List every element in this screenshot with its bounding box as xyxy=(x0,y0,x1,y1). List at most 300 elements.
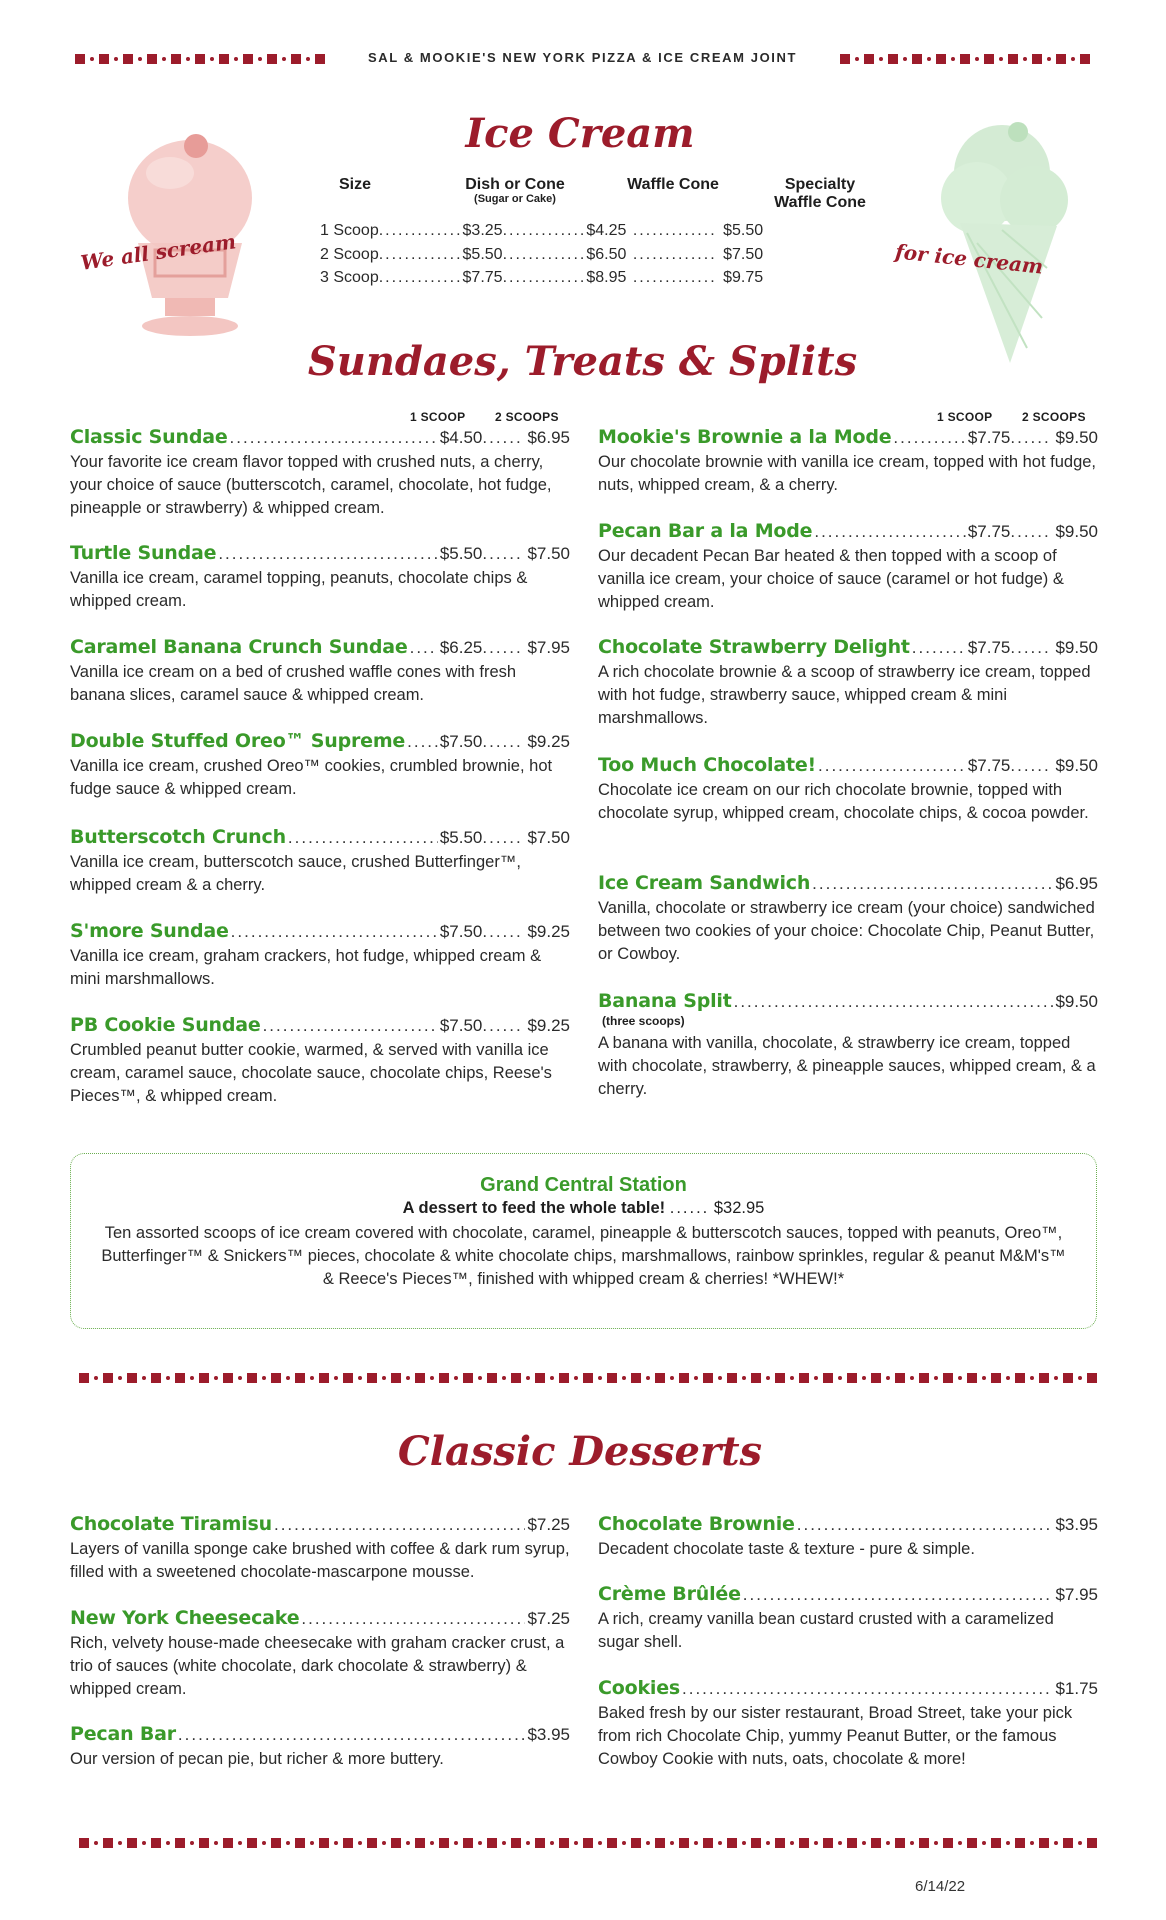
price-2-scoops: $6.95 xyxy=(527,428,570,447)
dot-circle xyxy=(258,57,262,61)
dot-square xyxy=(912,54,922,64)
dot-circle xyxy=(358,1376,362,1380)
dot-square xyxy=(751,1373,761,1383)
dot-circle xyxy=(286,1376,290,1380)
item-description: Layers of vanilla sponge cake brushed with coffee & dark rum syrup, filled with a sweetened chocolate-mascarpone mousse. xyxy=(70,1540,570,1581)
menu-item xyxy=(70,1607,570,1701)
item-description: Chocolate ice cream on our rich chocolate brownie, topped with chocolate syrup, whipped cream, chocolate chips, & cocoa powder. xyxy=(598,781,1089,822)
dot-circle xyxy=(838,1841,842,1845)
item-price: $3.95 xyxy=(1055,1515,1098,1534)
price-2-scoops: $9.50 xyxy=(1055,638,1098,657)
menu-item: Butterscotch Crunch ..... $5.50 ...... $7.50 Vanilla ice cream, butterscotch sauce, crushed Butterfinger™, whipped cream & a cherry. xyxy=(70,826,570,897)
dot-circle xyxy=(670,1841,674,1845)
dot-square xyxy=(487,1838,497,1848)
dot-circle xyxy=(214,1841,218,1845)
item-description: A rich chocolate brownie & a scoop of strawberry ice cream, topped with hot fudge, strawberry sauce, whipped cream & mini marshmallows. xyxy=(598,663,1091,727)
dot-circle xyxy=(234,57,238,61)
dot-square xyxy=(247,1373,257,1383)
dot-circle xyxy=(958,1376,962,1380)
dot-square xyxy=(79,1838,89,1848)
dot-square xyxy=(415,1373,425,1383)
item-name: Turtle Sundae xyxy=(70,542,217,564)
dot-circle xyxy=(94,1376,98,1380)
dot-circle xyxy=(951,57,955,61)
dot-square xyxy=(463,1838,473,1848)
dot-circle xyxy=(910,1841,914,1845)
scoop-row: 1 Scoop ............. $3.25 ............. $4.25 ............. $5.50 xyxy=(320,222,764,239)
dot-circle xyxy=(406,1376,410,1380)
price-1-scoop: $7.75 xyxy=(967,638,1011,657)
dot-circle xyxy=(1078,1376,1082,1380)
restaurant-title: SAL & MOOKIE'S NEW YORK PIZZA & ICE CREAM JOINT xyxy=(367,50,798,65)
dot-circle xyxy=(766,1376,770,1380)
dot-square xyxy=(315,54,325,64)
dot-square xyxy=(1039,1373,1049,1383)
dot-square xyxy=(343,1838,353,1848)
dot-square xyxy=(559,1373,569,1383)
item-description: Vanilla ice cream, graham crackers, hot fudge, whipped cream & mini marshmallows. xyxy=(70,947,542,988)
price-1-scoop: $7.50 xyxy=(439,1016,483,1035)
dot-square xyxy=(175,1838,185,1848)
waffle-price: $4.25 xyxy=(586,222,627,239)
dot-circle xyxy=(550,1376,554,1380)
menu-item: Classic Sundae ..... $4.50 ...... $6.95 Your favorite ice cream flavor topped with crushed nuts, a cherry, your choice of sauce (butterscotch, caramel, chocolate, hot fudge, pineapple or strawberry) & whipped cream. xyxy=(70,426,570,520)
menu-item: PB Cookie Sundae ..... $7.50 ...... $9.25 Crumbled peanut butter cookie, warmed, & served with vanilla ice cream, caramel sauce, chocolate sauce, chocolate chips, Reese's Pieces™, & whipped cream. xyxy=(70,1014,570,1108)
price-2-scoops: $9.50 xyxy=(1055,522,1098,541)
dot-circle xyxy=(694,1376,698,1380)
dot-square xyxy=(511,1373,521,1383)
dot-circle xyxy=(526,1841,530,1845)
price-1-scoop: $5.50 xyxy=(439,544,483,563)
right-2-scoops-header: 2 SCOOPS xyxy=(1022,410,1086,424)
dot-circle xyxy=(358,1841,362,1845)
dot-square xyxy=(415,1838,425,1848)
menu-item xyxy=(70,1513,570,1584)
dot-square xyxy=(267,54,277,64)
dot-square xyxy=(1063,1373,1073,1383)
dot-circle xyxy=(742,1376,746,1380)
dot-square xyxy=(823,1838,833,1848)
dot-square xyxy=(1063,1838,1073,1848)
specialty-price: $9.75 xyxy=(723,269,764,286)
dot-circle xyxy=(982,1841,986,1845)
item-name: Double Stuffed Oreo™ Supreme xyxy=(70,730,406,752)
dot-circle xyxy=(186,57,190,61)
dot-circle xyxy=(999,57,1003,61)
item-price: $1.75 xyxy=(1055,1679,1098,1698)
dot-circle xyxy=(142,1841,146,1845)
ice-cream-dish-illustration xyxy=(110,128,270,338)
dot-circle xyxy=(1030,1376,1034,1380)
dot-square xyxy=(147,54,157,64)
dot-square xyxy=(535,1838,545,1848)
item-description: Baked fresh by our sister restaurant, Broad Street, take your pick from rich Chocolate Chip, yummy Peanut Butter, or the famous Cowboy Cookie with nuts, oats, chocolate & more! xyxy=(598,1704,1073,1768)
dot-circle xyxy=(162,57,166,61)
dot-square xyxy=(123,54,133,64)
dot-square xyxy=(727,1373,737,1383)
dot-circle xyxy=(814,1841,818,1845)
item-description: Crumbled peanut butter cookie, warmed, & served with vanilla ice cream, caramel sauce, chocolate sauce, chocolate chips, Reese's Pieces™, & whipped cream. xyxy=(70,1041,552,1105)
dot-square xyxy=(895,1838,905,1848)
dot-square xyxy=(439,1373,449,1383)
dot-circle xyxy=(646,1841,650,1845)
waffle-cone-column-header: Waffle Cone xyxy=(627,176,719,193)
size-column-header: Size xyxy=(338,176,371,193)
dot-circle xyxy=(430,1841,434,1845)
item-description: Our version of pecan pie, but richer & more buttery. xyxy=(70,1750,444,1768)
item-name: Classic Sundae xyxy=(70,426,228,448)
dot-circle xyxy=(694,1841,698,1845)
dot-circle xyxy=(282,57,286,61)
menu-item: S'more Sundae ..... $7.50 ...... $9.25 Vanilla ice cream, graham crackers, hot fudge, whipped cream & mini marshmallows. xyxy=(70,920,570,991)
dot-circle xyxy=(310,1376,314,1380)
dot-square xyxy=(1008,54,1018,64)
item-description: Vanilla ice cream, crushed Oreo™ cookies, crumbled brownie, hot fudge sauce & whipped cream. xyxy=(70,757,553,798)
price-2-scoops: $9.50 xyxy=(1055,756,1098,775)
menu-item: Double Stuffed Oreo™ Supreme ..... $7.50 ...... $9.25 Vanilla ice cream, crushed Oreo™ cookies, crumbled brownie, hot fudge sauce & whipped cream. xyxy=(70,730,570,801)
dot-square xyxy=(195,54,205,64)
waffle-price: $8.95 xyxy=(586,269,627,286)
item-description: Vanilla ice cream, caramel topping, peanuts, chocolate chips & whipped cream. xyxy=(70,569,528,610)
dot-circle xyxy=(502,1376,506,1380)
dot-circle xyxy=(742,1841,746,1845)
dot-square xyxy=(151,1373,161,1383)
specialty-label-2: Waffle Cone xyxy=(774,194,866,211)
dot-square xyxy=(223,1373,233,1383)
dot-circle xyxy=(1054,1376,1058,1380)
item-name: Cookies xyxy=(598,1677,680,1699)
dot-circle xyxy=(838,1376,842,1380)
item-name: Butterscotch Crunch xyxy=(70,826,286,848)
item-description: Our chocolate brownie with vanilla ice cream, topped with hot fudge, nuts, whipped cream, & a cherry. xyxy=(598,453,1097,494)
dot-square xyxy=(75,54,85,64)
waffle-price: $6.50 xyxy=(586,246,627,263)
dot-square xyxy=(888,54,898,64)
dot-circle xyxy=(286,1841,290,1845)
top-right-dot-border xyxy=(840,54,1090,64)
dot-circle xyxy=(238,1841,242,1845)
price-1-scoop: $7.50 xyxy=(439,732,483,751)
dot-circle xyxy=(622,1841,626,1845)
dot-circle xyxy=(334,1376,338,1380)
dot-square xyxy=(871,1373,881,1383)
price-2-scoops: $7.95 xyxy=(527,638,570,657)
dish-price: $3.25 xyxy=(462,222,503,239)
dish-cone-label: Dish or Cone xyxy=(465,176,565,193)
dot-square xyxy=(1087,1838,1097,1848)
dot-square xyxy=(367,1838,377,1848)
scoop-row: 3 Scoop ............. $7.75 ............. $8.95 ............. $9.75 xyxy=(320,269,764,286)
sundaes-heading: Sundaes, Treats & Splits xyxy=(307,338,858,385)
dot-circle xyxy=(454,1841,458,1845)
dot-square xyxy=(151,1838,161,1848)
dot-circle xyxy=(622,1376,626,1380)
dot-square xyxy=(943,1838,953,1848)
price-1-scoop: $6.25 xyxy=(439,638,483,657)
grand-central-name: Grand Central Station xyxy=(480,1174,687,1196)
dot-circle xyxy=(718,1841,722,1845)
dot-circle xyxy=(478,1376,482,1380)
dot-circle xyxy=(718,1376,722,1380)
item-description: A rich, creamy vanilla bean custard crusted with a caramelized sugar shell. xyxy=(598,1610,1054,1651)
dot-circle xyxy=(382,1376,386,1380)
dot-circle xyxy=(502,1841,506,1845)
dot-square xyxy=(535,1373,545,1383)
menu-item: Caramel Banana Crunch Sundae ..... $6.25 ...... $7.95 Vanilla ice cream on a bed of crushed waffle cones with fresh banana slices, caramel sauce & whipped cream. xyxy=(70,636,570,707)
dot-circle xyxy=(118,1841,122,1845)
item-name: Banana Split xyxy=(598,990,732,1012)
dot-square xyxy=(1015,1838,1025,1848)
classic-desserts-heading: Classic Desserts xyxy=(397,1428,763,1475)
dot-square xyxy=(171,54,181,64)
dot-circle xyxy=(114,57,118,61)
dot-circle xyxy=(406,1841,410,1845)
item-name: Pecan Bar xyxy=(70,1723,176,1745)
left-2-scoops-header: 2 SCOOPS xyxy=(495,410,559,424)
dish-price: $7.75 xyxy=(462,269,503,286)
dot-square xyxy=(991,1373,1001,1383)
scoop-row: 2 Scoop ............. $5.50 ............. $6.50 ............. $7.50 xyxy=(320,246,764,263)
dot-square xyxy=(919,1373,929,1383)
dot-circle xyxy=(454,1376,458,1380)
dot-circle xyxy=(190,1376,194,1380)
dot-circle xyxy=(670,1376,674,1380)
dot-circle xyxy=(238,1376,242,1380)
dot-circle xyxy=(646,1376,650,1380)
middle-dot-border xyxy=(79,1373,1097,1383)
dot-square xyxy=(967,1373,977,1383)
right-1-scoop-header: 1 SCOOP xyxy=(937,410,993,424)
dot-square xyxy=(991,1838,1001,1848)
dot-circle xyxy=(430,1376,434,1380)
item-price: $7.95 xyxy=(1055,1585,1098,1604)
item-price: $9.50 xyxy=(1055,992,1098,1011)
dot-square xyxy=(271,1373,281,1383)
item-name: Caramel Banana Crunch Sundae xyxy=(70,636,408,658)
dot-circle xyxy=(210,57,214,61)
item-description: A banana with vanilla, chocolate, & strawberry ice cream, topped with chocolate, strawberry, & pineapple sauces, whipped cream, & a cherry. xyxy=(598,1034,1096,1098)
item-description: Rich, velvety house-made cheesecake with graham cracker crust, a trio of sauces (white chocolate, dark chocolate & strawberry) & whipped cream. xyxy=(70,1634,565,1698)
price-1-scoop: $4.50 xyxy=(439,428,483,447)
dot-square xyxy=(703,1373,713,1383)
item-description: Decadent chocolate taste & texture - pure & simple. xyxy=(598,1540,975,1558)
scoop-label: 2 Scoop xyxy=(320,246,379,263)
dot-square xyxy=(559,1838,569,1848)
dot-circle xyxy=(934,1841,938,1845)
dot-square xyxy=(487,1373,497,1383)
dot-square xyxy=(291,54,301,64)
dot-circle xyxy=(118,1376,122,1380)
dot-square xyxy=(583,1373,593,1383)
dot-square xyxy=(1032,54,1042,64)
dot-circle xyxy=(1047,57,1051,61)
dot-square xyxy=(703,1838,713,1848)
dot-square xyxy=(895,1373,905,1383)
item-name: Mookie's Brownie a la Mode xyxy=(598,426,892,448)
dot-square xyxy=(319,1838,329,1848)
dot-square xyxy=(79,1373,89,1383)
dot-circle xyxy=(166,1376,170,1380)
item-name: New York Cheesecake xyxy=(70,1607,300,1629)
item-price: $7.25 xyxy=(527,1609,570,1628)
dot-square xyxy=(511,1838,521,1848)
dot-circle xyxy=(1071,57,1075,61)
dot-square xyxy=(775,1838,785,1848)
dot-circle xyxy=(910,1376,914,1380)
dot-square xyxy=(607,1373,617,1383)
dot-square xyxy=(727,1838,737,1848)
dot-circle xyxy=(1006,1841,1010,1845)
bottom-dot-border xyxy=(79,1838,1097,1848)
dot-circle xyxy=(790,1376,794,1380)
dot-square xyxy=(271,1838,281,1848)
dot-square xyxy=(864,54,874,64)
dot-circle xyxy=(574,1841,578,1845)
dot-circle xyxy=(598,1376,602,1380)
dot-circle xyxy=(90,57,94,61)
we-all-scream-text: We all scream xyxy=(79,229,238,275)
menu-item: Mookie's Brownie a la Mode ..... $7.75 ...... $9.50 Our chocolate brownie with vanilla ice cream, topped with hot fudge, nuts, whipped cream, & a cherry. xyxy=(598,426,1098,497)
dot-square xyxy=(583,1838,593,1848)
dot-circle xyxy=(138,57,142,61)
menu-item: Pecan Bar a la Mode ..... $7.75 ...... $9.50 Our decadent Pecan Bar heated & then topped with a scoop of vanilla ice cream, your choice of sauce (caramel or hot fudge) & whipped cream. xyxy=(598,520,1098,614)
dot-circle xyxy=(526,1376,530,1380)
item-name: Chocolate Brownie xyxy=(598,1513,795,1535)
dot-square xyxy=(175,1373,185,1383)
dot-circle xyxy=(310,1841,314,1845)
dot-circle xyxy=(574,1376,578,1380)
scoop-label: 1 Scoop xyxy=(320,222,379,239)
dot-circle xyxy=(190,1841,194,1845)
dot-square xyxy=(984,54,994,64)
dot-circle xyxy=(862,1376,866,1380)
item-description: Vanilla, chocolate or strawberry ice cream (your choice) sandwiched between two cookies of your choice: Chocolate Chip, Peanut Butter, or Cowboy. xyxy=(598,899,1095,963)
item-name: Ice Cream Sandwich xyxy=(598,872,811,894)
item-name: S'more Sundae xyxy=(70,920,229,942)
dot-circle xyxy=(1054,1841,1058,1845)
dot-square xyxy=(607,1838,617,1848)
grand-central-tagline: A dessert to feed the whole table! ...... $32.95 xyxy=(402,1199,765,1217)
dot-square xyxy=(1015,1373,1025,1383)
dot-circle xyxy=(879,57,883,61)
dot-circle xyxy=(306,57,310,61)
dot-square xyxy=(295,1373,305,1383)
dot-square xyxy=(243,54,253,64)
grand-central-description: Ten assorted scoops of ice cream covered with chocolate, caramel, pineapple & butterscotch sauces, topped with peanuts, Oreo™, Butterfinger™ & Snickers™ pieces, chocolate & white chocolate chips, marshmallows, rainbow sprinkles, regular & peanut M&M's™ & Reece's Pieces™, finished with whipped cream & cherries! *WHEW!* xyxy=(101,1224,1066,1288)
menu-item xyxy=(70,1723,570,1771)
dot-square xyxy=(936,54,946,64)
dot-square xyxy=(840,54,850,64)
price-1-scoop: $7.50 xyxy=(439,922,483,941)
dot-square xyxy=(127,1838,137,1848)
dot-circle xyxy=(478,1841,482,1845)
specialty-label: Specialty xyxy=(784,176,856,193)
dot-circle xyxy=(94,1841,98,1845)
item-description: Vanilla ice cream on a bed of crushed waffle cones with fresh banana slices, caramel sauce & whipped cream. xyxy=(70,663,517,704)
dot-square xyxy=(103,1373,113,1383)
specialty-cone-column-header xyxy=(765,176,875,212)
grand-central-price: $32.95 xyxy=(713,1199,765,1217)
dish-price: $5.50 xyxy=(462,246,503,263)
dot-circle xyxy=(142,1376,146,1380)
dot-circle xyxy=(1006,1376,1010,1380)
dot-circle xyxy=(862,1841,866,1845)
dot-square xyxy=(799,1838,809,1848)
price-1-scoop: $7.75 xyxy=(967,522,1011,541)
dot-square xyxy=(127,1373,137,1383)
dish-cone-note: (Sugar or Cake) xyxy=(474,193,556,205)
dot-square xyxy=(223,1838,233,1848)
dot-square xyxy=(799,1373,809,1383)
dot-square xyxy=(367,1373,377,1383)
price-2-scoops: $9.50 xyxy=(1055,428,1098,447)
menu-item: Turtle Sundae ..... $5.50 ...... $7.50 Vanilla ice cream, caramel topping, peanuts, chocolate chips & whipped cream. xyxy=(70,542,570,613)
item-description: Our decadent Pecan Bar heated & then topped with a scoop of vanilla ice cream, your choice of sauce (caramel or hot fudge) & whipped cream. xyxy=(598,547,1064,611)
item-price: $7.25 xyxy=(527,1515,570,1534)
item-description: Your favorite ice cream flavor topped with crushed nuts, a cherry, your choice of sauce (butterscotch, caramel, chocolate, hot fudge, pineapple or strawberry) & whipped cream. xyxy=(70,453,552,517)
left-1-scoop-header: 1 SCOOP xyxy=(410,410,466,424)
item-subnote: (three scoops) xyxy=(602,1014,685,1028)
specialty-price: $5.50 xyxy=(723,222,764,239)
item-name: PB Cookie Sundae xyxy=(70,1014,261,1036)
dot-square xyxy=(219,54,229,64)
item-name: Chocolate Tiramisu xyxy=(70,1513,272,1535)
menu-item xyxy=(598,872,1098,966)
price-1-scoop: $7.75 xyxy=(967,428,1011,447)
dot-circle xyxy=(927,57,931,61)
item-description: Vanilla ice cream, butterscotch sauce, crushed Butterfinger™, whipped cream & a cherry. xyxy=(70,853,521,894)
dot-square xyxy=(823,1373,833,1383)
price-1-scoop: $5.50 xyxy=(439,828,483,847)
dot-circle xyxy=(1023,57,1027,61)
dot-square xyxy=(295,1838,305,1848)
dot-circle xyxy=(958,1841,962,1845)
price-2-scoops: $9.25 xyxy=(527,732,570,751)
top-left-dot-border xyxy=(75,54,325,64)
dot-square xyxy=(439,1838,449,1848)
dot-square xyxy=(631,1373,641,1383)
dot-square xyxy=(775,1373,785,1383)
menu-item: Too Much Chocolate! ..... $7.75 ...... $9.50 Chocolate ice cream on our rich chocolate brownie, topped with chocolate syrup, whipped cream, chocolate chips, & cocoa powder. xyxy=(598,754,1098,825)
dot-square xyxy=(1056,54,1066,64)
ice-cream-heading: Ice Cream xyxy=(465,110,695,157)
dot-square xyxy=(943,1373,953,1383)
dot-circle xyxy=(1030,1841,1034,1845)
dot-square xyxy=(343,1373,353,1383)
dot-square xyxy=(960,54,970,64)
dot-circle xyxy=(934,1376,938,1380)
menu-item: Chocolate Strawberry Delight ..... $7.75 ...... $9.50 A rich chocolate brownie & a scoop of strawberry ice cream, topped with hot fudge, strawberry sauce, whipped cream & mini marshmallows. xyxy=(598,636,1098,730)
price-2-scoops: $7.50 xyxy=(527,544,570,563)
dot-square xyxy=(631,1838,641,1848)
item-name: Too Much Chocolate! xyxy=(598,754,817,776)
dot-square xyxy=(655,1373,665,1383)
dot-square xyxy=(847,1838,857,1848)
dot-square xyxy=(391,1373,401,1383)
dot-square xyxy=(679,1373,689,1383)
dot-circle xyxy=(214,1376,218,1380)
item-name: Chocolate Strawberry Delight xyxy=(598,636,910,658)
dot-square xyxy=(679,1838,689,1848)
dot-square xyxy=(463,1373,473,1383)
dot-circle xyxy=(855,57,859,61)
dot-circle xyxy=(1078,1841,1082,1845)
dot-circle xyxy=(886,1841,890,1845)
dot-square xyxy=(751,1838,761,1848)
dot-square xyxy=(1080,54,1090,64)
dot-square xyxy=(655,1838,665,1848)
item-name: Crème Brûlée xyxy=(598,1583,741,1605)
